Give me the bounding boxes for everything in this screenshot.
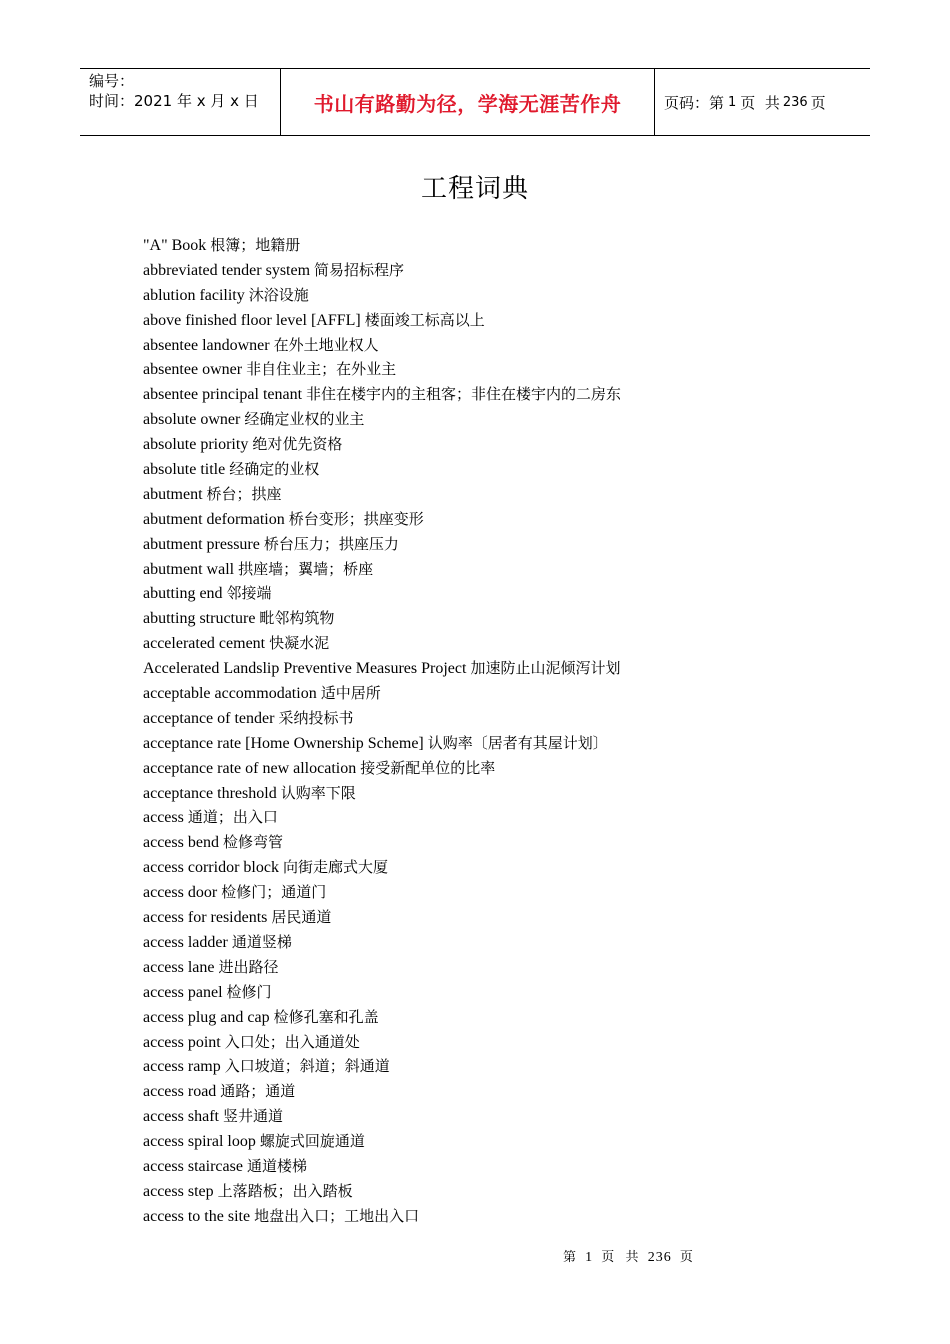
entry-definition: 非住在楼宇内的主租客；非住在楼宇内的二房东 — [306, 385, 622, 404]
glossary-entry — [143, 1129, 621, 1154]
entry-definition: 进出路径 — [218, 957, 279, 976]
page-footer — [563, 1246, 694, 1266]
glossary-entry — [143, 507, 621, 532]
glossary-entry — [143, 532, 621, 557]
entry-definition: 快凝水泥 — [269, 634, 330, 653]
entry-term: abutment pressure — [143, 535, 260, 553]
entry-definition: 绝对优先资格 — [252, 435, 343, 454]
entry-definition: 采纳投标书 — [278, 708, 354, 727]
entry-term: acceptance rate [Home Ownership Scheme] — [143, 734, 424, 752]
glossary-entry — [143, 930, 621, 955]
entry-definition: 拱座墙；翼墙；桥座 — [238, 559, 374, 578]
entry-definition: 邻接端 — [226, 584, 272, 603]
entry-definition: 向街走廊式大厦 — [282, 858, 388, 877]
time-label: 时间： — [89, 92, 135, 110]
page-suffix: 页 — [810, 93, 826, 112]
entry-definition: 非自住业主；在外业主 — [246, 360, 397, 379]
entry-term: absentee landowner — [143, 336, 270, 354]
entry-definition: 检修门；通道门 — [221, 883, 327, 902]
entry-definition: 认购率下限 — [280, 783, 356, 802]
entry-term: access panel — [143, 983, 223, 1001]
glossary-entry — [143, 1104, 621, 1129]
glossary-entry — [143, 681, 621, 706]
entry-term: access shaft — [143, 1108, 219, 1126]
entry-term: abutting structure — [143, 610, 256, 628]
document-header — [80, 68, 870, 136]
page-of-label: 页 共 — [740, 93, 780, 112]
entry-definition: 居民通道 — [271, 908, 332, 927]
entry-definition: 适中居所 — [320, 684, 381, 703]
entry-term: access ladder — [143, 933, 228, 951]
glossary-entry — [143, 457, 621, 482]
entry-term: acceptable accommodation — [143, 685, 317, 703]
footer-suffix: 页 — [679, 1250, 694, 1265]
entry-term: abutting end — [143, 585, 223, 603]
entry-term: access step — [143, 1182, 214, 1200]
footer-total: 236 — [647, 1250, 672, 1265]
time-line — [89, 91, 280, 111]
entry-definition: 入口处；出入通道处 — [224, 1032, 360, 1051]
header-page-cell — [655, 69, 870, 135]
glossary-entry — [143, 482, 621, 507]
glossary-entry — [143, 432, 621, 457]
glossary-entry — [143, 557, 621, 582]
entry-definition: 毗邻构筑物 — [259, 609, 335, 628]
entry-term: access bend — [143, 834, 219, 852]
entry-term: abutment wall — [143, 560, 235, 578]
entry-term: access road — [143, 1083, 217, 1101]
entry-term: acceptance of tender — [143, 709, 275, 727]
glossary-entry — [143, 1179, 621, 1204]
page-total: 236 — [782, 94, 808, 110]
glossary-entry — [143, 308, 621, 333]
entry-term: abbreviated tender system — [143, 261, 311, 279]
entry-term: access staircase — [143, 1157, 243, 1175]
entry-definition: 检修孔塞和孔盖 — [273, 1007, 379, 1026]
entry-definition: 加速防止山泥倾泻计划 — [470, 659, 621, 678]
entry-definition: 楼面竣工标高以上 — [364, 310, 485, 329]
entry-term: access plug and cap — [143, 1008, 270, 1026]
glossary-entry — [143, 333, 621, 358]
page-label: 页码：第 — [664, 93, 725, 112]
header-meta-cell — [80, 69, 281, 135]
glossary-entry — [143, 880, 621, 905]
glossary-list — [143, 233, 621, 1229]
motto-text: 书山有路勤为径，学海无涯苦作舟 — [313, 91, 622, 116]
entry-term: Accelerated Landslip Preventive Measures Project — [143, 660, 467, 678]
glossary-entry — [143, 781, 621, 806]
glossary-entry — [143, 631, 621, 656]
entry-term: acceptance rate of new allocation — [143, 759, 357, 777]
entry-term: abutment deformation — [143, 510, 285, 528]
entry-term: acceptance threshold — [143, 784, 277, 802]
entry-definition: 根簿；地籍册 — [210, 236, 301, 254]
entry-definition: 上落踏板；出入踏板 — [217, 1181, 353, 1200]
glossary-entry — [143, 1154, 621, 1179]
entry-term: access for residents — [143, 909, 268, 927]
glossary-entry — [143, 656, 621, 681]
glossary-entry — [143, 233, 621, 258]
header-motto-cell — [281, 69, 655, 135]
entry-term: abutment — [143, 485, 203, 503]
page-current: 1 — [728, 94, 737, 110]
entry-definition: 桥台；拱座 — [206, 484, 282, 503]
entry-definition: 检修门 — [226, 982, 272, 1001]
glossary-entry — [143, 606, 621, 631]
entry-definition: 桥台变形；拱座变形 — [288, 509, 424, 528]
entry-definition: 地盘出入口；工地出入口 — [254, 1206, 420, 1225]
entry-term: accelerated cement — [143, 635, 266, 653]
entry-term: absentee owner — [143, 361, 243, 379]
entry-term: access point — [143, 1033, 221, 1051]
entry-definition: 竖井通道 — [222, 1107, 283, 1126]
glossary-entry — [143, 706, 621, 731]
entry-definition: 入口坡道；斜道；斜通道 — [224, 1057, 390, 1076]
entry-definition: 经确定业权的业主 — [244, 410, 365, 429]
glossary-entry — [143, 581, 621, 606]
footer-current: 1 — [585, 1250, 594, 1265]
entry-term: "A" Book — [143, 237, 207, 254]
number-label: 编号： — [89, 72, 135, 90]
entry-definition: 通道楼梯 — [246, 1156, 307, 1175]
glossary-entry — [143, 905, 621, 930]
entry-definition: 桥台压力；拱座压力 — [263, 534, 399, 553]
entry-definition: 通道竖梯 — [231, 932, 292, 951]
glossary-entry — [143, 407, 621, 432]
entry-term: absolute owner — [143, 411, 241, 429]
time-value: 2021 年 x 月 x 日 — [134, 92, 259, 110]
glossary-entry — [143, 258, 621, 283]
glossary-entry — [143, 1054, 621, 1079]
glossary-entry — [143, 357, 621, 382]
glossary-entry — [143, 756, 621, 781]
entry-term: access to the site — [143, 1207, 251, 1225]
glossary-entry — [143, 805, 621, 830]
glossary-entry — [143, 283, 621, 308]
entry-definition: 认购率〔居者有其屋计划〕 — [427, 733, 608, 752]
entry-term: ablution facility — [143, 286, 245, 304]
footer-prefix: 第 — [563, 1250, 578, 1265]
glossary-entry — [143, 1204, 621, 1229]
entry-term: access ramp — [143, 1058, 221, 1076]
entry-term: absentee principal tenant — [143, 386, 303, 404]
entry-term: access spiral loop — [143, 1133, 256, 1151]
page-title: 工程词典 — [420, 174, 529, 204]
glossary-entry — [143, 382, 621, 407]
glossary-entry — [143, 1030, 621, 1055]
entry-definition: 通道；出入口 — [187, 808, 278, 827]
entry-term: above finished floor level [AFFL] — [143, 311, 361, 329]
entry-definition: 通路；通道 — [220, 1082, 296, 1101]
entry-term: access lane — [143, 958, 215, 976]
footer-middle: 页 共 — [601, 1250, 640, 1265]
glossary-entry — [143, 955, 621, 980]
entry-definition: 简易招标程序 — [314, 260, 405, 279]
entry-term: access — [143, 809, 184, 827]
entry-definition: 检修弯管 — [222, 833, 283, 852]
glossary-entry — [143, 1079, 621, 1104]
glossary-entry — [143, 980, 621, 1005]
entry-definition: 沐浴设施 — [248, 285, 309, 304]
entry-term: access door — [143, 884, 218, 902]
entry-term: access corridor block — [143, 859, 279, 877]
entry-definition: 螺旋式回旋通道 — [259, 1132, 365, 1151]
entry-definition: 在外土地业权人 — [273, 335, 379, 354]
glossary-entry — [143, 830, 621, 855]
glossary-entry — [143, 855, 621, 880]
entry-definition: 接受新配单位的比率 — [360, 758, 496, 777]
entry-term: absolute priority — [143, 436, 249, 454]
entry-definition: 经确定的业权 — [229, 460, 320, 479]
glossary-entry — [143, 731, 621, 756]
entry-term: absolute title — [143, 461, 226, 479]
glossary-entry — [143, 1005, 621, 1030]
